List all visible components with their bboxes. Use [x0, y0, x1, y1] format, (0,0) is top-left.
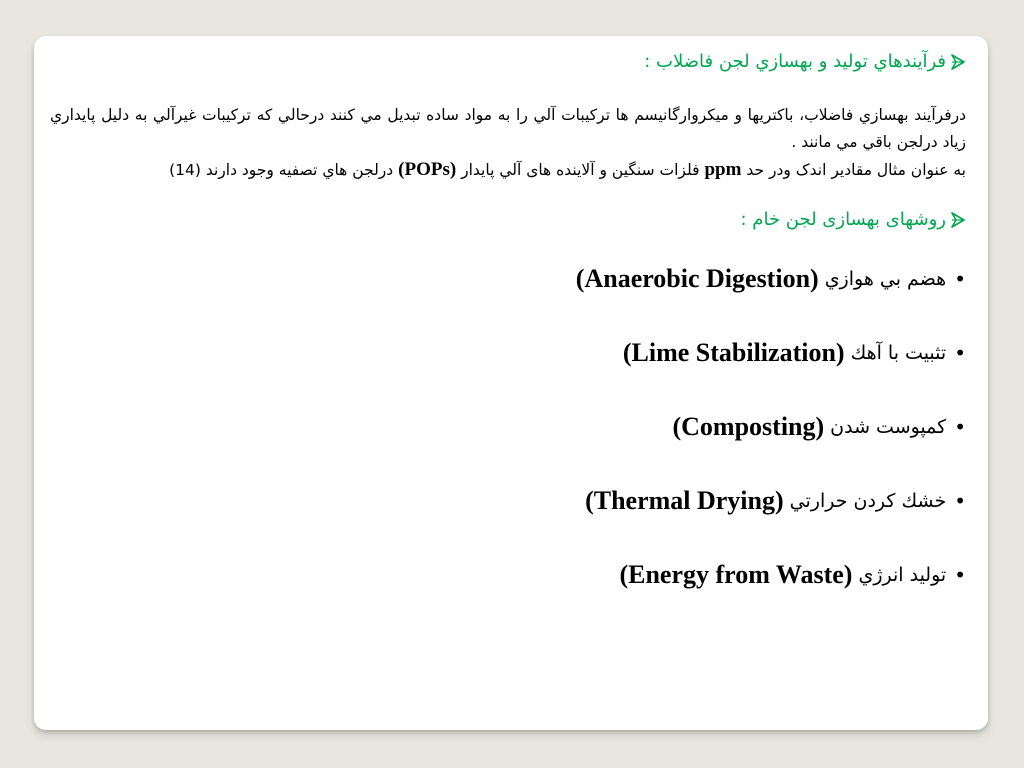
method-name-en: (Anaerobic Digestion): [575, 264, 819, 293]
list-item: [50, 538, 966, 612]
method-name-en: (Thermal Drying): [585, 486, 784, 515]
list-item: [50, 464, 966, 538]
ppm-term: ppm: [704, 159, 742, 180]
pops-term: (POPs): [398, 159, 457, 180]
bullet-dot-icon: •: [954, 341, 966, 365]
paragraph-intro: [50, 102, 966, 156]
slide-content: [50, 48, 966, 612]
list-item: [50, 390, 966, 464]
methods-list: [50, 242, 966, 612]
paragraph-example-part3: درلجن هاي تصفيه وجود دارند (14): [169, 161, 394, 179]
paragraph-example-part1: به عنوان مثال مقادیر اندک ودر حد: [746, 161, 966, 179]
paragraph-example: [50, 156, 966, 184]
list-item: [50, 316, 966, 390]
heading-text: روشهای بهسازی لجن خام :: [740, 209, 946, 230]
arrow-bullet-icon: [950, 54, 966, 70]
bullet-dot-icon: •: [954, 415, 966, 439]
bullet-dot-icon: •: [954, 267, 966, 291]
method-name-fa: کمپوست شدن: [830, 416, 947, 438]
method-name-fa: توليد انرژي: [858, 564, 947, 586]
section-heading-methods: [50, 206, 966, 234]
method-name-fa: هضم بي هوازي: [824, 268, 947, 290]
list-item: [50, 242, 966, 316]
method-name-fa: تثبيت با آهك: [850, 342, 947, 364]
method-name-fa: خشك كردن حرارتي: [789, 490, 947, 512]
bullet-dot-icon: •: [954, 563, 966, 587]
bullet-dot-icon: •: [954, 489, 966, 513]
method-name-en: (Lime Stabilization): [622, 338, 845, 367]
arrow-bullet-icon: [950, 212, 966, 228]
slide-card: [34, 36, 988, 730]
method-name-en: (Composting): [672, 412, 825, 441]
heading-text: فرآيندهاي توليد و بهسازي لجن فاضلاب :: [644, 51, 946, 72]
method-name-en: (Energy from Waste): [619, 560, 853, 589]
paragraph-intro-text: درفرآيند بهسازي فاضلاب، باکتریها و میکروارگانیسم ها ترکیبات آلي را به مواد ساده تبديل مي کنند درحالي که ترکيبات غيرآلي به دليل پايداري زياد درلجن باقي مي مانند .: [50, 106, 966, 151]
paragraph-example-part2: فلزات سنگین و آلاینده های آلي پايدار: [461, 161, 700, 179]
section-heading-processes: [50, 48, 966, 76]
